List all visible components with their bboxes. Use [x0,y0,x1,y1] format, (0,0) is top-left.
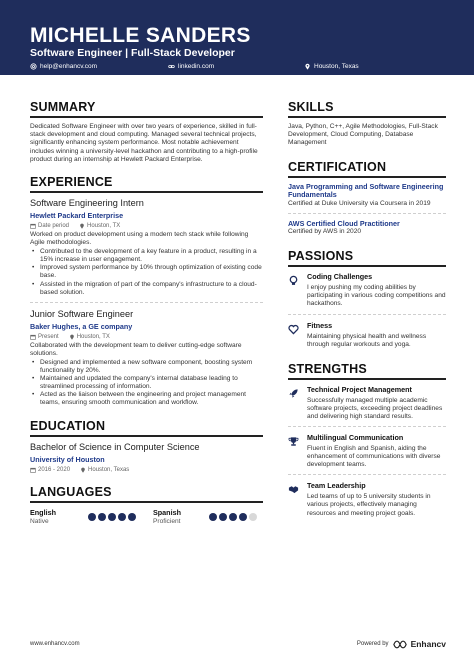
language-rating [209,513,257,521]
education-degree: Bachelor of Science in Computer Science [30,441,200,452]
entry-separator [288,314,446,315]
certification-desc: Certified by AWS in 2020 [288,228,362,236]
candidate-name: MICHELLE SANDERS [30,24,251,47]
job-date: Date period [38,223,70,230]
certification-name: Java Programming and Software Engineering Fundamentals [288,181,444,200]
job-bullet: • Assisted in the migration of part of the company's infrastructure to a cloud-based solution. [30,281,263,297]
handshake-icon [288,484,299,495]
passion-title: Fitness [307,320,333,330]
strength-title: Technical Project Management [307,384,412,394]
job-bullet: • Acted as the liaison between the engineering and project management teams, ensuring smooth communication and workflow. [30,391,263,407]
rating-dot-filled [98,513,106,521]
strength-desc: Led teams of up to 5 university students in various projects, effectively managing resources and meeting project goals. [307,493,431,517]
location-text: Houston, Texas [314,62,359,70]
job-role: Junior Software Engineer [30,308,134,319]
heart-icon [288,324,299,335]
job-description: Collaborated with the development team to deliver cutting-edge software solutions. [30,341,242,357]
language-rating [88,513,136,521]
page-footer [30,641,446,651]
rating-dot-filled [209,513,217,521]
languages-heading: LANGUAGES [30,484,112,499]
location-pin-icon [304,63,311,70]
enhancv-brand: Enhancv [410,639,446,649]
left-column [30,100,263,526]
certification-desc: Certified at Duke University via Coursera in 2019 [288,199,431,207]
strength-desc: Fluent in English and Spanish, aiding the enhancement of communications with diverse development teams. [307,445,441,469]
contact-location [304,61,359,71]
passion-desc: Maintaining physical health and wellness through regular workouts and yoga. [307,332,427,348]
section-divider [288,116,446,118]
strength-desc: Successfully managed multiple academic software projects, exceeding project deadlines and delivering high standard results. [307,396,443,420]
job-meta [30,223,263,229]
trophy-icon [288,436,299,447]
passions-heading: PASSIONS [288,249,354,264]
rating-dot-filled [229,513,237,521]
experience-heading: EXPERIENCE [30,175,113,190]
language-level: Proficient [153,517,181,525]
powered-by-text: Powered by [356,641,389,647]
languages-list [30,508,263,526]
entry-separator [288,474,446,475]
section-divider [30,501,263,503]
job-bullet: • Contributed to the development of a key feature in a product, resulting in a 15% increase in user engagement. [30,248,263,264]
passion-item [288,321,446,349]
entry-separator [288,426,446,427]
job-role: Software Engineering Intern [30,198,144,209]
rating-dot-filled [118,513,126,521]
resume-header [0,0,474,75]
strengths-section [288,362,446,518]
job-bullets [30,359,263,408]
location-pin-icon [69,334,75,340]
section-divider [30,116,263,118]
contact-email[interactable] [30,61,97,71]
language-item [30,508,140,526]
job-entry [30,309,263,408]
linkedin-text: linkedin.com [178,62,215,70]
certification-heading: CERTIFICATION [288,159,387,174]
languages-section [30,485,263,526]
footer-website[interactable]: www.enhancv.com [30,641,80,647]
location-pin-icon [79,223,85,229]
passion-desc: I enjoy pushing my coding abilities by participating in various coding competitions and hackathons. [307,284,446,308]
job-company: Baker Hughes, a GE company [30,321,133,331]
right-column [288,100,446,518]
language-item [153,508,263,526]
language-name: Spanish [153,507,181,517]
at-icon [30,63,37,70]
location-pin-icon [80,467,86,473]
summary-heading: SUMMARY [30,100,96,114]
lightbulb-icon [288,275,299,286]
skills-section [288,100,446,148]
passion-item [288,272,446,308]
calendar-icon [30,334,36,340]
strength-title: Team Leadership [307,481,366,491]
strength-item [288,385,446,421]
email-text: help@enhancv.com [40,62,98,70]
strength-item [288,481,446,517]
education-meta [30,467,263,473]
summary-text: Dedicated Software Engineer with over two years of experience, skilled in full-stack development and cloud computing. Managed several technical projects, significantly enhancing system performance. Most notable achievement includes winning a university-level hackathon and contributing to a high-profile product during an internship at Hewlett Packard Enterprise. [30,123,258,163]
section-divider [288,265,446,267]
rocket-icon [288,388,299,399]
contact-linkedin[interactable] [168,61,214,71]
footer-branding[interactable] [357,639,446,649]
skills-heading: SKILLS [288,100,334,114]
job-meta [30,334,263,340]
rating-dot-empty [249,513,257,521]
rating-dot-filled [219,513,227,521]
summary-section [30,100,263,164]
job-date: Present [38,333,59,340]
candidate-title: Software Engineer | Full-Stack Developer [30,47,235,59]
section-divider [288,176,446,178]
strength-title: Multilingual Communication [307,433,404,443]
education-location: Houston, Texas [88,466,130,473]
language-name: English [30,507,56,517]
section-divider [30,435,263,437]
job-bullet: • Improved system performance by 10% through optimization of existing code base. [30,264,263,280]
certification-section [288,160,446,237]
job-location: Houston, TX [76,333,110,340]
enhancv-logo-icon [393,640,407,649]
section-divider [288,378,446,380]
strengths-heading: STRENGTHS [288,361,367,376]
rating-dot-filled [128,513,136,521]
job-bullet: • Designed and implemented a new software component, boosting system functionality by 20%. [30,359,263,375]
rating-dot-filled [108,513,116,521]
entry-separator [288,213,446,214]
certification-name: AWS Certified Cloud Practitioner [288,218,400,228]
job-bullet: • Maintained and updated the company's internal database leading to streamlined processing of information. [30,375,263,391]
education-section [30,419,263,473]
calendar-icon [30,467,36,473]
skills-text: Java, Python, C++, Agile Methodologies, Full-Stack Development, Cloud Computing, Database Management [288,123,438,147]
passions-section [288,249,446,348]
language-level: Native [30,517,49,525]
passion-title: Coding Challenges [307,272,373,282]
education-heading: EDUCATION [30,418,106,433]
experience-section [30,175,263,408]
education-date: 2016 - 2020 [38,466,71,473]
section-divider [30,191,263,193]
calendar-icon [30,223,36,229]
strength-item [288,433,446,469]
link-icon [168,63,175,70]
education-school: University of Houston [30,454,105,464]
job-description: Worked on product development using a modern tech stack while following Agile methodologies. [30,231,249,247]
rating-dot-filled [239,513,247,521]
entry-separator [30,302,263,303]
rating-dot-filled [88,513,96,521]
job-company: Hewlett Packard Enterprise [30,211,124,221]
job-location: Houston, TX [87,223,121,230]
job-entry [30,198,263,297]
job-bullets [30,248,263,297]
